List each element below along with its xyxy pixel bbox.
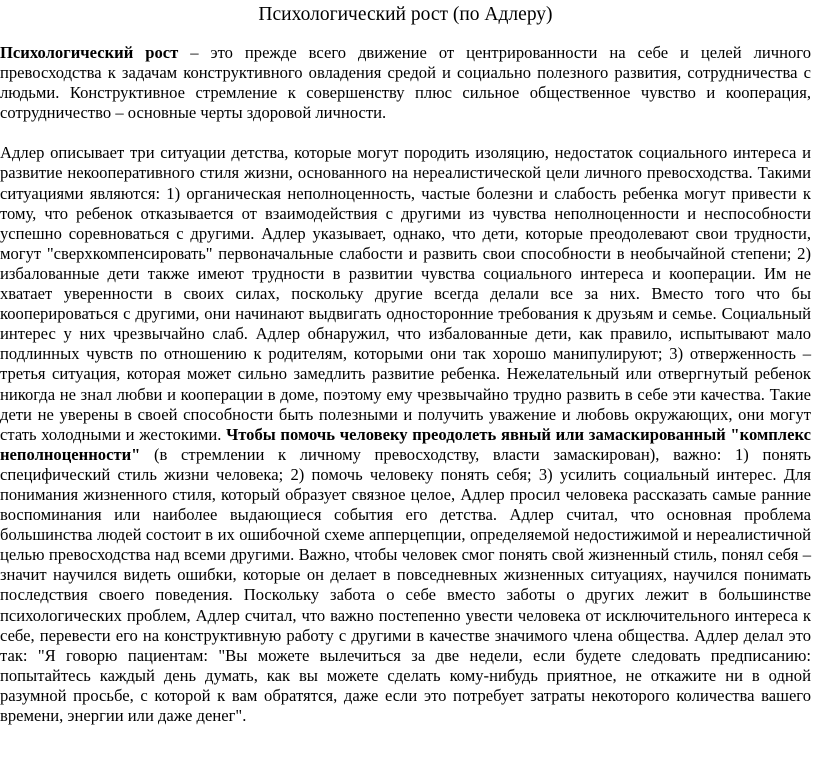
paragraph-childhood-situations: [0, 143, 811, 726]
paragraph-definition: [0, 43, 811, 123]
situations-text: Адлер описывает три ситуации детства, которые могут породить изоляцию, недостаток социального интереса и развитие некооперативного стиля жизни, основанного на нереалистической цели личного превосходства. Такими ситуациями являются: 1) органическая неполноценность, частые болезни и слабость ребенка могут привести к тому, что ребенок отказывается от взаимодействия с другими из чувства неполноценности и неспособности успешно соревноваться с другими. Адлер указывает, однако, что дети, которые преодолевают свои трудности, могут "сверхкомпенсировать" первоначальные слабости и развить свои способности в необычайной степени; 2) избалованные дети также имеют трудности в развитии чувства социального интереса и кооперации. Им не хватает уверенности в своих силах, поскольку другие всегда делали все за них. Вместо того что бы кооперироваться с другими, они начинают выдвигать односторонние требования к друзьям и семье. Социальный интерес у них чрезвычайно слаб. Адлер обнаружил, что избалованные дети, как правило, испытывают мало подлинных чувств по отношению к родителям, которыми они так хорошо манипулируют; 3) отверженность – третья ситуация, которая может сильно замедлить развитие ребенка. Нежелательный или отвергнутый ребенок никогда не знал любви и кооперации в доме, поэтому ему чрезвычайно трудно развить в себе эти качества. Такие дети не уверены в своей способности быть полезными и получить уважение и любовь окружающих, они могут стать холодными и жестокими.: [0, 143, 811, 444]
help-text: (в стремлении к личному превосходству, власти замаскирован), важно: 1) понять специфический стиль жизни человека; 2) помочь человеку понять себя; 3) усилить социальный интерес. Для понимания жизненного стиля, который образует связное целое, Адлер просил человека рассказать самые ранние воспоминания или наиболее выдающиеся события его детства. Адлер считал, что основная проблема большинства людей состоит в их ошибочной схеме апперцепции, определяемой недостижимой и нереалистичной целью превосходства над всеми другими. Важно, чтобы человек смог понять свой жизненный стиль, понял себя – значит научился видеть ошибки, которые он делает в повседневных жизненных ситуациях, научился понимать последствия своего поведения. Поскольку забота о себе вместо заботы о других лежит в большинстве психологических проблем, Адлер считал, что важно постепенно увести человека от исключительного интереса к себе, перевести его на конструктивную работу с другими в качестве значимого члена общества. Адлер делал это так: "Я говорю пациентам: "Вы можете вылечиться за две недели, если будете следовать предписанию: попытайтесь каждый день думать, как вы можете сделать кому-нибудь приятное, не откажите ни в одной разумной просьбе, с которой к вам обратятся, даже если это потребует затраты некоторого количества вашего времени, энергии или даже денег".: [0, 444, 811, 725]
help-heading: Чтобы помочь человеку преодолеть явный или замаскированный "комплекс неполноценности": [0, 424, 811, 464]
document-page: [0, 4, 816, 784]
term-psychological-growth: Психологический рост: [0, 43, 179, 62]
page-title: Психологический рост (по Адлеру): [258, 4, 553, 25]
definition-text: – это прежде всего движение от центрированности на себе и целей личного превосходства к задачам конструктивного овладения средой и социально полезного развития, сотрудничества с людьми. Конструктивное стремление к совершенству плюс сильное общественное чувство и кооперация, сотрудничество – основные черты здоровой личности.: [0, 43, 811, 123]
